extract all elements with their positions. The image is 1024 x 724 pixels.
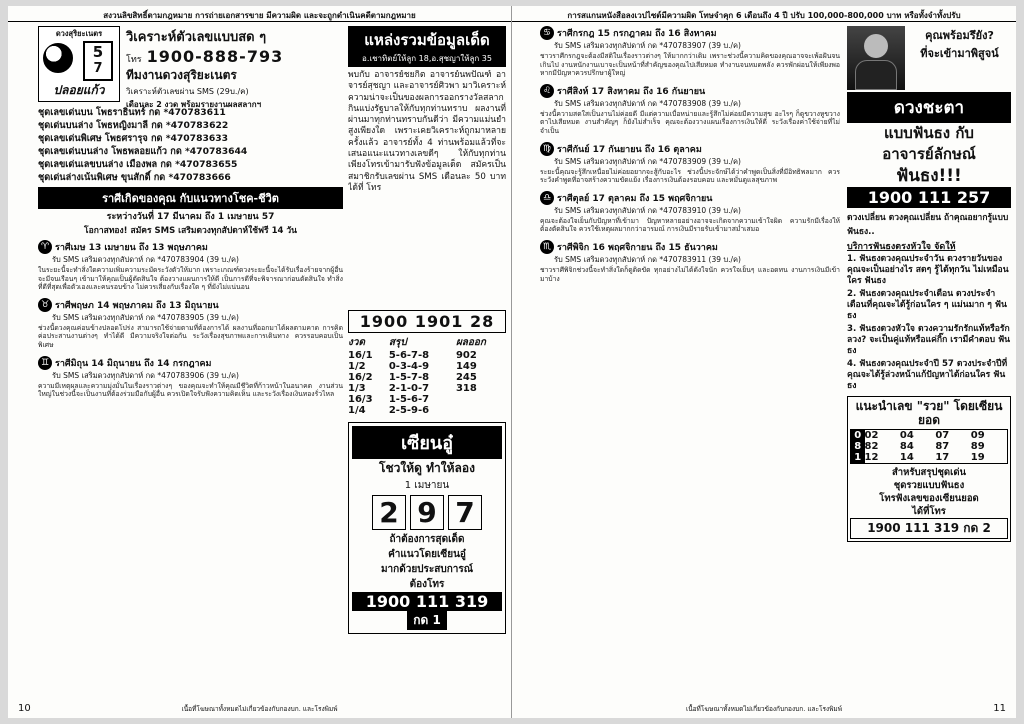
logo-number-1: 5 xyxy=(92,43,104,61)
logo xyxy=(38,26,120,102)
result: 245 xyxy=(455,372,477,383)
sign-title: ราศีกรกฎ 15 กรกฎาคม ถึง 16 สิงหาคม xyxy=(557,29,717,39)
results-table xyxy=(348,335,506,416)
summary: 0-3-4-9 xyxy=(388,361,430,372)
results-header: สรุป xyxy=(388,337,407,348)
horoscope-section xyxy=(38,298,343,350)
rich-value: 12 xyxy=(864,452,879,463)
rich-value: 09 xyxy=(970,430,985,441)
page-number: 10 xyxy=(18,703,31,714)
sign-title: ราศีตุลย์ 17 ตุลาคม ถึง 15 พฤศจิกายน xyxy=(557,193,713,204)
results-header: งวด xyxy=(348,337,365,348)
left-page xyxy=(8,6,512,718)
promo-phone-prefix: โทร xyxy=(126,55,142,65)
ad-service-item: 3. ฟันธงดวงหัวใจ ดวงความรักรักแท้หรือรักลวง? จะเป็นคู่แท้หรือแค่กิ๊ก เรามีคำตอบ ฟันธง xyxy=(847,324,1011,356)
sms-code-list xyxy=(38,106,343,184)
right-page xyxy=(512,6,1016,718)
sign-title: ราศีเมษ 13 เมษายน ถึง 13 พฤษภาคม xyxy=(55,243,208,253)
shien-title: เซียนอู๋ xyxy=(352,426,502,459)
sign-title: ราศีพฤษภ 14 พฤษภาคม ถึง 13 มิถุนายน xyxy=(55,300,219,311)
sign-sms: รับ SMS เสริมดวงทุกสัปดาห์ กด *470783910 (39 บ./ค) xyxy=(554,205,741,215)
source-banner xyxy=(348,26,506,67)
logo-number-2: 7 xyxy=(93,61,103,76)
draw-date: 1/3 xyxy=(348,383,366,394)
sign-text: ช่วงนี้ความสดใสเป็นงานไม่ค่อยดี มีแต่ความเบื่อหน่ายและรู้สึกไม่ค่อยมีความสุข อะไรๆ ก็ดูขวางหูขวางตาไปเสียหมด งานสำคัญๆ ก็ยังไม่สำเร็จ คุณจะต้องวางแผนเรื่องการเงินให้ดี ระวังเรื่องค่าใช้จ่ายที่ไม่จำเป็น xyxy=(540,109,840,135)
sms-code-item: ชุดเลขเด่นพิเศษ โพธศรารุจ กด *470783633 xyxy=(38,133,229,144)
left-footer: เนื้อที่โฆษณาทั้งหมดไม่เกี่ยวข้องกับกองบก. และโรงพิมพ์ xyxy=(181,705,338,713)
sign-sms: รับ SMS เสริมดวงทุกสัปดาห์ กด *470783909 (39 บ./ค) xyxy=(554,156,741,166)
sms-code-item: ชุดเลขเด่นบนล่าง โพธพลอยแก้ว กด *470783644 xyxy=(38,146,248,157)
shien-date: 1 เมษายน xyxy=(404,480,450,491)
results-header: ผลออก xyxy=(455,337,486,348)
ad-slogan: ดวงเปลี่ยน ดวงคุณเปลี่ยน ถ้าคุณอยากรู้แบบ ฟันธง.. xyxy=(847,213,1009,237)
sign-text: ช่วงนี้ดวงคุณค่อนข้างปลอดโปร่ง สามารถใช้จ่ายตามที่ต้องการได้ ผลงานที่ออกมาได้ผลตามคาด การคิดค่อประสานงานต่างๆ ทำได้ดี มีความจริงใจต่อกัน ระวังเรื่องสุขภาพและการเดินทาง ควรรอบคอบเป็นพิเศษ xyxy=(38,323,343,349)
shien-cta: ต้องโทร xyxy=(409,579,445,590)
table-row xyxy=(348,361,506,372)
rich-value: 84 xyxy=(899,441,914,452)
ad-title-1: ดวงชะตา xyxy=(893,98,965,118)
result: 902 xyxy=(455,350,477,361)
right-footer: เนื้อที่โฆษณาทั้งหมดไม่เกี่ยวข้องกับกองบก. และโรงพิมพ์ xyxy=(685,705,843,713)
rich-line-2: ชุดรวยแบบฟันธง xyxy=(893,480,965,491)
summary: 1-5-7-8 xyxy=(388,372,430,383)
sign-title: ราศีกันย์ 17 กันยายน ถึง 16 ตุลาคม xyxy=(557,144,702,155)
rich-row-key: 0 xyxy=(851,430,865,442)
draw-date: 1/2 xyxy=(348,361,366,372)
sign-text: ความมีเหตุผลและความมุ่งมั่นในเรื่องราวต่างๆ ของคุณจะทำให้คุณมีชีวิตที่ก้าวหน้าในอนาคต งานส่วนใหญ่ในช่วงนี้จะเป็นงานที่ต้องร่วมมือกับผู้อื่น ควรเปิดใจรับฟังความคิดเห็น และระวังเรื่องเงินทองรั่วไหล xyxy=(38,381,343,399)
draw-date: 1/4 xyxy=(348,405,366,416)
summary: 2-1-0-7 xyxy=(388,383,430,394)
libra-icon: ♎ xyxy=(540,191,554,205)
source-description: พบกับ อาจารย์ชยกิต อาจารย์นพปัณฑ์ อาจารย์สุชญา และอาจารย์ศิวพา มาวิเคราะห์ความน่าจะเป็นของผลการออกรางวัลสลากกินแบ่งรัฐบาลให้กับทุกท่านทราบ ผลงานที่ผ่านมาทุกท่านทราบกันดีว่า มีความแม่นยำสูงเพียงใด เพราะเคยวิเคราะห์ถูกมาหลายครั้งแล้ว อาจารย์ทั้ง 4 ท่านพร้อมแล้วที่จะเสนอแนะแนวทางเลขดีๆ ให้กับทุกท่าน เพียงโทรเข้ามารับฟังข้อมูลเด็ด สมัครเป็นสมาชิกรับเลขผ่าน SMS เดือนละ 50 บาทได้ที่ โทร xyxy=(348,70,506,193)
rich-value: 07 xyxy=(935,430,950,441)
rich-phone: 1900 111 319 กด 2 xyxy=(850,518,1008,539)
ad-service-item: 1. ฟันธงดวงคุณประจำวัน ดวงรายวันของคุณจะเป็นอย่างไร สดๆ รู้ได้ทุกวัน ไม่เหมือนใคร ฟันธง xyxy=(847,254,1009,286)
table-row xyxy=(348,405,506,416)
draw-date: 16/2 xyxy=(348,372,373,383)
sms-code-item: ชุดเลขเด่นเลขบนล่าง เมืองพล กด *470783655 xyxy=(38,159,238,170)
summary: 5-6-7-8 xyxy=(388,350,430,361)
rich-row-key: 1 xyxy=(851,452,865,464)
sign-sms: รับ SMS เสริมดวงทุกสัปดาห์ กด *470783908 (39 บ./ค) xyxy=(554,98,741,108)
sign-text: คุณจะต้องใจเย็นกับปัญหาที่เข้ามา ปัญหาหลายอย่างอาจจะเกิดจากความเข้าใจผิด ความรักมีเรื่องให้ต้องตัดสินใจ ควรใช้เหตุผลมากกว่าอารมณ์ การเงินมีรายรับเข้ามาสม่ำเสมอ xyxy=(540,216,840,234)
yin-yang-icon xyxy=(43,43,73,73)
result xyxy=(456,394,506,405)
sign-text: ชาวราศีพิจิกช่วงนี้จะทำสิ่งใดก็ดูติดขัด ทุกอย่างไม่ได้ดังใจนัก ควรใจเย็นๆ และอดทน งานการเงินมีเข้ามาบ้าง xyxy=(540,265,840,283)
digit: 9 xyxy=(410,495,444,530)
logo-top-text: ดวงสุริยะเนตร xyxy=(55,29,103,38)
draw-date: 16/3 xyxy=(348,394,373,405)
logo-bottom-text: ปลอยแก้ว xyxy=(53,83,105,97)
scorpio-icon: ♏ xyxy=(540,240,554,254)
rich-value: 02 xyxy=(864,430,879,441)
ad-title-3: อาจารย์ลักษณ์ xyxy=(882,145,976,163)
sign-title: ราศีสิงห์ 17 สิงหาคม ถึง 16 กันยายน xyxy=(557,86,706,97)
table-row xyxy=(348,350,506,361)
rich-value: 87 xyxy=(935,441,950,452)
promo-note: เดือนละ 2 งวด พร้อมรายงานผลสลากฯ xyxy=(126,100,262,109)
summary: 1-5-6-7 xyxy=(388,394,430,405)
ad-services-list xyxy=(847,254,1011,392)
horoscope-period: ระหว่างวันที่ 17 มีนาคม ถึง 1 เมษายน 57 xyxy=(106,212,275,222)
result: 149 xyxy=(455,361,477,372)
sms-code-item: ชุดเลขเด่นบน โพธราธินทร์ กด *470783611 xyxy=(38,107,226,118)
rich-row-key: 8 xyxy=(851,441,865,452)
sign-title: ราศีพิจิก 16 พฤศจิกายน ถึง 15 ธันวาคม xyxy=(557,242,718,253)
summary: 2-5-9-6 xyxy=(388,405,430,416)
ad-title-2: แบบฟันธง กับ xyxy=(884,124,974,142)
shien-text-2: คำแนวโดยเซียนอู๋ xyxy=(388,549,466,560)
horoscope-banner: ราศีเกิดของคุณ กับแนวทางโชค-ชีวิต xyxy=(38,187,343,209)
shien-digits xyxy=(352,495,502,530)
rich-value: 17 xyxy=(935,452,950,463)
horoscope-section xyxy=(38,356,343,399)
ad-top xyxy=(847,26,1011,92)
source-subtitle: อ.เชาทิตย์ให้ลูก 18,อ.สุชญาให้ลูก 35 xyxy=(362,54,492,63)
taurus-icon: ♉ xyxy=(38,298,52,312)
table-row xyxy=(851,452,1008,464)
horoscope-section xyxy=(540,26,840,78)
ad-title-4: ฟันธง!!! xyxy=(896,166,962,186)
ad-title-block xyxy=(847,92,1011,123)
result xyxy=(456,405,506,416)
rich-value: 14 xyxy=(899,452,914,463)
source-phone: 1900 1901 28 xyxy=(348,310,506,333)
rich-line-4: ได้ที่โทร xyxy=(912,506,946,517)
horoscope-section xyxy=(540,191,840,234)
sign-sms: รับ SMS เสริมดวงทุกสัปดาห์ กด *470783904 (39 บ./ค) xyxy=(52,255,239,264)
horoscope-section xyxy=(540,142,840,185)
rich-numbers-box xyxy=(847,396,1011,542)
ad-phone: 1900 111 257 xyxy=(847,187,1011,208)
table-row xyxy=(851,430,1008,442)
ad-question-1: คุณพร้อมรึยัง? xyxy=(925,29,994,42)
virgo-icon: ♍ xyxy=(540,142,554,156)
draw-date: 16/1 xyxy=(348,350,373,361)
rich-line-1: สำหรับสรุปชุดเด่น xyxy=(892,467,966,478)
table-row xyxy=(348,372,506,383)
table-row xyxy=(348,383,506,394)
result: 318 xyxy=(455,383,477,394)
shien-phone: 1900 111 319 xyxy=(352,592,502,611)
ad-services-title: บริการฟันธงตรงหัวใจ จัดให้ xyxy=(847,242,956,252)
shien-ad xyxy=(348,422,506,634)
shien-text-1: ถ้าต้องการสุดเด็ด xyxy=(389,534,465,545)
sign-sms: รับ SMS เสริมดวงทุกสัปดาห์ กด *470783907 (39 บ./ค) xyxy=(554,41,741,50)
left-header: สงวนลิขสิทธิ์ตามกฎหมาย การถ่ายเอกสารขาย มีความผิด และจะถูกดำเนินคดีตามกฎหมาย xyxy=(8,6,511,22)
rich-value: 19 xyxy=(970,452,985,463)
astrologer-photo xyxy=(847,26,905,90)
horoscope-cta: โอกาสทอง! สมัคร SMS เสริมดวงทุกสัปดาห์ใช้ฟรี 14 วัน xyxy=(84,226,297,236)
shien-text-3: มากด้วยประสบการณ์ xyxy=(380,564,474,575)
middle-column xyxy=(348,26,506,634)
rich-value: 82 xyxy=(864,441,879,452)
ad-service-item: 4. ฟันธงดวงคุณประจำปี 57 ดวงประจำปีที่คุณจะได้รู้ล่วงหน้าแก้ปัญหาได้ก่อนใคร ฟันธง xyxy=(847,359,1008,391)
gemini-icon: ♊ xyxy=(38,356,52,370)
horoscope-section xyxy=(540,84,840,136)
horoscope-section xyxy=(38,240,343,292)
rich-numbers-table xyxy=(850,429,1008,464)
sms-code-item: ชุดเด่นล่างเน้นพิเศษ ขุนสักดิ์ กด *470783666 xyxy=(38,172,231,183)
leo-icon: ♌ xyxy=(540,84,554,98)
promo-phone: 1900-888-793 xyxy=(146,47,284,66)
right-horoscope-column xyxy=(540,26,840,289)
rich-value: 04 xyxy=(899,430,914,441)
digit: 7 xyxy=(448,495,482,530)
source-title: แหล่งรวมข้อมูลเด็ด xyxy=(364,31,490,49)
shien-press: กด 1 xyxy=(407,611,447,630)
right-ad-column xyxy=(847,26,1011,542)
left-column xyxy=(38,26,343,405)
promo-desc: วิเคราะห์ตัวเลขผ่าน SMS (29บ./ค) xyxy=(126,87,249,96)
digit: 2 xyxy=(372,495,406,530)
sign-text: ระยะนี้คุณจะรู้สึกเหนื่อยไม่ค่อยอยากจะสู้กับอะไร ช่วงนี้ประจักษ์ได้ว่าคำพูดเป็นสิ่งที่มีอิทธิพลมาก ควรระวังคำพูดที่อาจสร้างความขัดแย้ง เรื่องการเงินต้องรอบคอบ และหมั่นดูแลสุขภาพ xyxy=(540,167,840,185)
promo-team: ทีมงานดวงสุริยะเนตร xyxy=(126,68,237,82)
sms-code-item: ชุดเด่นบนล่าง โพธหญิงมาลี กด *470783622 xyxy=(38,120,229,131)
sign-sms: รับ SMS เสริมดวงทุกสัปดาห์ กด *470783911 (39 บ./ค) xyxy=(554,254,741,264)
cancer-icon: ♋ xyxy=(540,26,554,40)
horoscope-section xyxy=(540,240,840,283)
sign-sms: รับ SMS เสริมดวงทุกสัปดาห์ กด *470783906 (39 บ./ค) xyxy=(52,370,239,380)
ad-service-item: 2. ฟันธงดวงคุณประจำเดือน ดวงประจำเดือนที่คุณจะได้รู้ก่อนใคร ๆ แม่นมาก ๆ ฟันธง xyxy=(847,289,1007,321)
rich-value: 89 xyxy=(970,441,985,452)
sign-text: ในระยะนี้จะทำสิ่งใดความเพิ่มความระมัดระวังตัวให้มาก เพราะเกณฑ์ดวงระยะนี้จะได้รับเรื่องร้ายจากผู้อื่น จะมีจนเรือนๆ เข้ามาให้คุณเป็นผู้ตัดสินใจ ต้องวางแผนการให้ดี เป็นการดีที่จะพิจารณาก่อนตัดสินใจ ทำสิ่งที่ดีที่สุดเพื่อตัวเองและคนรอบข้าง ไม่ควรเสี่ยงกับเรื่องใด ๆ ที่ยังไม่แน่นอน xyxy=(38,266,343,292)
right-header: การสแกนหนังสือลงเวปไซต์มีความผิด โทษจำคุก 6 เดือนถึง 4 ปี ปรับ 100,000-800,000 บาท หรือทั้งจำทั้งปรับ xyxy=(512,6,1016,22)
shien-subtitle: โชวให้ดู ทำให้ลอง xyxy=(379,461,475,475)
table-row xyxy=(851,441,1008,452)
table-row xyxy=(348,394,506,405)
promo-title: วิเคราะห์ตัวเลขแบบสด ๆ xyxy=(126,30,267,45)
page-number: 11 xyxy=(993,703,1006,714)
aries-icon: ♈ xyxy=(38,240,52,254)
sign-text: ชาวราศีกรกฎจะต้องมีสติในเรื่องราวต่างๆ ให้มากกว่าเดิม เพราะช่วงนี้ความคิดของคุณอาจจะเพ้อฝันจนเกินไป งานหนักงานเบาจะเป็นหน้าที่สำคัญของคุณไปเสียหมด ทำงานจนหมดพลัง ควรพักผ่อนให้เพียงพอ หากมีปัญหาควรปรึกษาผู้ใหญ่ xyxy=(540,52,840,78)
rich-line-3: โทรฟังเลขของเซียนยอด xyxy=(879,493,979,504)
sign-title: ราศีมิถุน 14 มิถุนายน ถึง 14 กรกฎาคม xyxy=(55,358,212,369)
magazine-spread xyxy=(8,6,1016,718)
rich-title: แนะนำเลข "รวย" โดยเซียนยอด xyxy=(855,399,1003,427)
ad-question-2: ที่จะเข้ามาพิสูจน์ xyxy=(920,47,999,60)
sign-sms: รับ SMS เสริมดวงทุกสัปดาห์ กด *470783905 (39 บ./ค) xyxy=(52,312,239,322)
